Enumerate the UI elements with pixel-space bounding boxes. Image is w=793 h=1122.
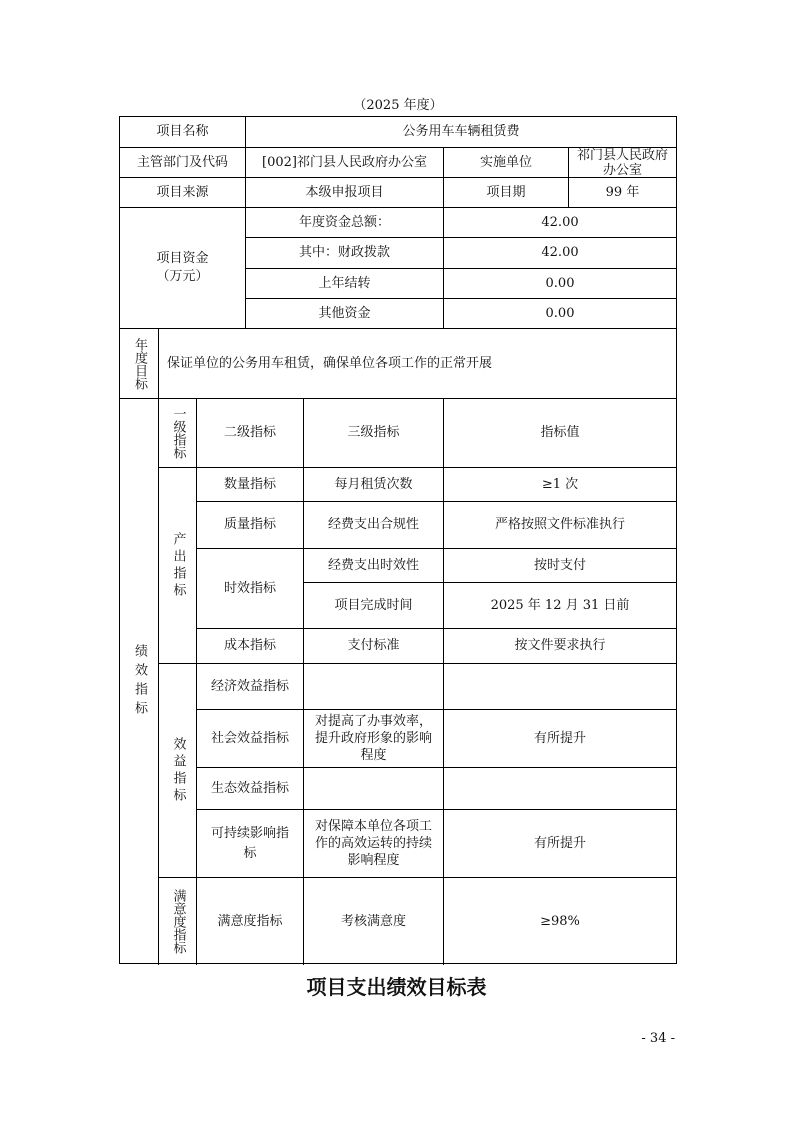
funds-label-cell <box>120 208 245 328</box>
year-caption: （2025 年度） <box>353 98 443 113</box>
quantity-l2: 数量指标 <box>223 476 276 492</box>
funds-other-value: 0.00 <box>545 305 575 321</box>
page-title: 项目支出绩效目标表 <box>306 975 487 999</box>
funds-fiscal-value: 42.00 <box>541 245 579 260</box>
social-l3: 对提高了办事效率，提升政府形象的影响程度 <box>314 714 432 763</box>
impl-unit-label: 实施单位 <box>479 154 532 170</box>
dept-label: 主管部门及代码 <box>136 154 228 170</box>
economic-value <box>444 664 676 709</box>
cost-l2: 成本指标 <box>223 638 276 653</box>
annual-goal-label: 年度目标 <box>132 337 147 390</box>
cost-l3: 支付标准 <box>347 638 400 653</box>
benefit-indicators-label: 效益指标 <box>170 736 186 805</box>
output-indicators-label: 产出指标 <box>170 531 186 600</box>
page-number: - 34 - <box>641 1031 675 1046</box>
performance-label: 绩效指标 <box>132 644 147 720</box>
ecological-l2: 生态效益指标 <box>210 780 289 796</box>
timeliness-l2: 时效指标 <box>223 580 276 596</box>
sustainable-l3: 对保障本单位各项工作的高效运转的持续影响程度 <box>314 819 432 868</box>
level2-header: 二级指标 <box>223 425 276 440</box>
ecological-l3 <box>304 768 443 809</box>
satisfaction-l3: 考核满意度 <box>340 913 406 929</box>
sustainable-value: 有所提升 <box>533 835 586 851</box>
economic-l2: 经济效益指标 <box>210 678 289 694</box>
economic-l3 <box>304 664 443 709</box>
annual-goal-text: 保证单位的公务用车租赁，确保单位各项工作的正常开展 <box>167 355 493 371</box>
source-value: 本级申报项目 <box>305 184 384 200</box>
social-l2: 社会效益指标 <box>210 730 289 746</box>
timeliness-l3-2: 项目完成时间 <box>334 597 413 613</box>
funds-unit: （万元） <box>156 269 209 284</box>
value-header: 指标值 <box>540 425 580 440</box>
funds-fiscal-label: 其中：财政拨款 <box>298 245 390 260</box>
funds-total-label: 年度资金总额： <box>298 214 390 230</box>
satisfaction-l2: 满意度指标 <box>217 913 283 929</box>
quality-value: 严格按照文件标准执行 <box>494 517 625 532</box>
quantity-value: ≥1 次 <box>541 476 579 492</box>
quality-l2: 质量指标 <box>223 517 276 532</box>
social-value: 有所提升 <box>533 730 586 746</box>
timeliness-value-2: 2025 年 12 月 31 日前 <box>490 597 630 613</box>
satisfaction-indicators-label: 满意度指标 <box>170 889 186 954</box>
period-value: 99 年 <box>605 184 640 200</box>
project-name-value: 公务用车车辆租赁费 <box>402 124 520 139</box>
funds-total-value: 42.00 <box>541 214 579 230</box>
cost-value: 按文件要求执行 <box>514 638 606 653</box>
timeliness-l3-1: 经费支出时效性 <box>327 557 419 573</box>
level1-header: 一级指标 <box>170 407 186 459</box>
dept-value: [002]祁门县人民政府办公室 <box>262 154 427 170</box>
level3-header: 三级指标 <box>347 425 400 440</box>
funds-carryover-value: 0.00 <box>545 275 575 291</box>
quality-l3: 经费支出合规性 <box>327 517 419 532</box>
project-name-label: 项目名称 <box>156 124 209 139</box>
quantity-l3: 每月租赁次数 <box>334 476 413 492</box>
satisfaction-value: ≥98% <box>540 913 580 929</box>
timeliness-value-1: 按时支付 <box>533 557 586 573</box>
funds-label: 项目资金 <box>156 251 209 266</box>
period-label: 项目期 <box>486 184 526 200</box>
source-label: 项目来源 <box>156 184 209 200</box>
funds-other-label: 其他资金 <box>318 305 371 321</box>
performance-table <box>119 116 677 964</box>
ecological-value <box>444 768 676 809</box>
impl-unit-value: 祁门县人民政府办公室 <box>577 147 669 178</box>
funds-carryover-label: 上年结转 <box>318 275 371 291</box>
sustainable-l2: 可持续影响指标 <box>210 825 289 861</box>
